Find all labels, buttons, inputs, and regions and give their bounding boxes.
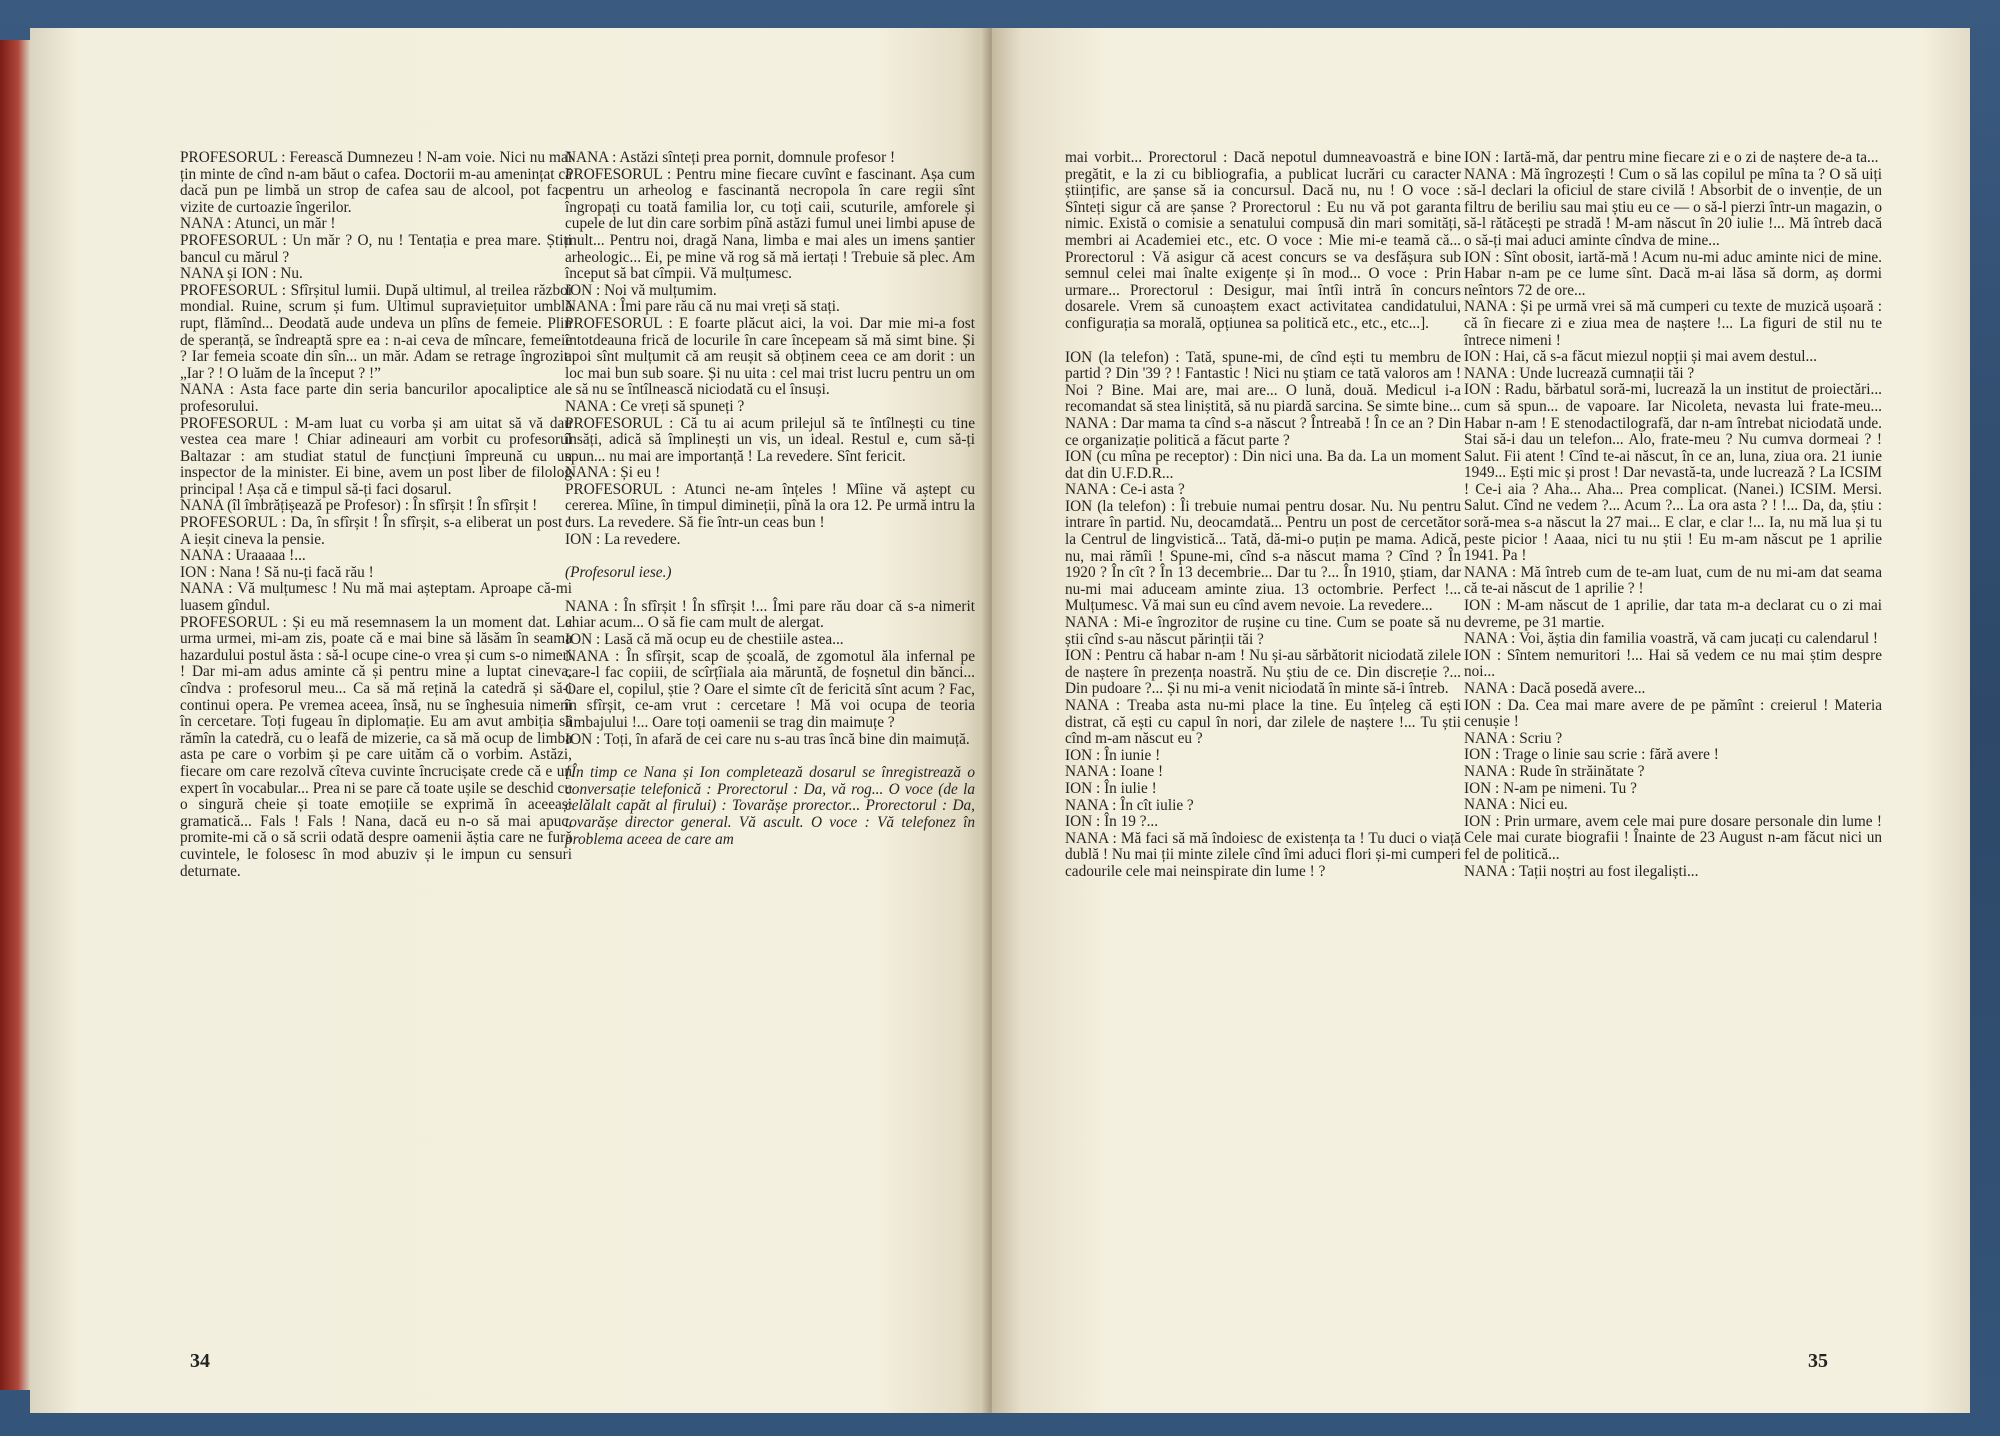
dialogue-paragraph: PROFESORUL : Un măr ? O, nu ! Tentația e prea mare. Știți bancul cu mărul ? bbox=[180, 231, 572, 266]
dialogue-paragraph: PROFESORUL : Sfîrșitul lumii. După ultimul, al treilea război mondial. Ruine, scrum și fum. Ultimul supraviețuitor umblă rupt, flămînd... Deodată aude undeva un plîns de femeie. Plin de speranță, se îndreaptă spre ea : n-ai ceva de mîncare, femeie ? Iar femeia scoate din sîn... un măr. Adam se retrage îngrozit. „Iar ? ! O luăm de la început ? !” bbox=[180, 281, 572, 382]
dialogue-paragraph: NANA : Mă faci să mă îndoiesc de existența ta ! Tu duci o viață dublă ! Nu mai ții minte zilele cînd îmi aduci flori și-mi cumperi cadourile cele mai neinspirate din lume ! ? bbox=[1065, 829, 1461, 880]
left-page-column-1 bbox=[180, 150, 572, 880]
right-page-number: 35 bbox=[1808, 1350, 1828, 1372]
left-page bbox=[30, 28, 990, 1413]
dialogue-paragraph: ION : M-am născut de 1 aprilie, dar tata m-a declarat cu o zi mai devreme, pe 31 martie. bbox=[1464, 597, 1882, 631]
dialogue-paragraph: ION : În iunie ! bbox=[1065, 746, 1161, 764]
dialogue-paragraph: NANA : Nici eu. bbox=[1464, 796, 1568, 814]
dialogue-paragraph: ION : Sîntem nemuritori !... Hai să vedem ce nu mai știm despre noi... bbox=[1464, 646, 1882, 681]
dialogue-paragraph: NANA : Astăzi sînteți prea pornit, domnule profesor ! bbox=[565, 149, 896, 166]
left-page-number: 34 bbox=[190, 1350, 210, 1372]
dialogue-paragraph: [În timp ce Nana și Ion completează dosarul se înregistrează o conversație telefonică : Prorectorul : Da, vă rog... O voce (de la celălalt capăt al firului) : Tovarășe prorector... Prorectorul : Da, tovarășe director general. Vă ascult. O voce : Vă telefonez în problema aceea de care am bbox=[565, 764, 975, 848]
dialogue-paragraph: ION : Sînt obosit, iartă-mă ! Acum nu-mi aduc aminte nici de mine. Habar n-am pe ce lume sînt. Dacă m-ai lăsa să dorm, aș dormi neîntors 72 de ore... bbox=[1464, 248, 1882, 299]
book-cover-edge bbox=[0, 40, 30, 1390]
dialogue-paragraph: ION : În iulie ! bbox=[1065, 779, 1157, 797]
dialogue-paragraph: NANA : Scriu ? bbox=[1464, 729, 1563, 747]
dialogue-paragraph: PROFESORUL : Că tu ai acum prilejul să te întîlnești cu tine însăți, adică să împlinești un vis, un ideal. Restul e, cum să-ți spun... nu mai are importanță ! La revedere. Sînt fericit. bbox=[565, 414, 975, 465]
dialogue-paragraph: ION : Prin urmare, avem cele mai pure dosare personale din lume ! Cele mai curate biografii ! Înainte de 23 August n-am făcut nici un fel de politică... bbox=[1464, 812, 1882, 863]
dialogue-paragraph: (Profesorul iese.) bbox=[565, 564, 672, 582]
right-page-column-2 bbox=[1464, 150, 1882, 880]
dialogue-paragraph: NANA : Ioane ! bbox=[1065, 763, 1164, 781]
right-page-column-1 bbox=[1065, 150, 1461, 881]
dialogue-paragraph: NANA : Mă întreb cum de te-am luat, cum de nu mi-am dat seama că te-ai născut de 1 aprilie ? ! bbox=[1464, 563, 1882, 598]
dialogue-paragraph: PROFESORUL : Și eu mă resemnasem la un moment dat. La urma urmei, mi-am zis, poate că e mai bine să lăsăm în seama hazardului postul ăsta : să-l ocupe cine-o vrea și cum s-o nimeri ! Dar mi-am adus aminte că și pentru mine a luptat cineva, cîndva : profesorul meu... Ca să mă rețină la catedră și să-i continui opera. Pe vremea aceea, însă, nu se înghesuia nimeni în cercetare. Toți fugeau în diplomație. Eu am avut ambiția să rămîn la catedră, cu o leafă de mizerie, ca să mă ocup de limba asta pe care o vorbim și pe care uităm că o vorbim. Astăzi, fiecare om care rezolvă cîteva cuvinte încrucișate crede că e un expert în vocabular... Prea ni se pare că toate ușile se deschid cu o singură cheie și toate emoțiile se exprimă în aceeași gramatică... Fals ! Fals ! Nana, dacă eu n-o să mai apuc, promite-mi că o să scrii odată despre oamenii ăștia care ne fură cuvintele, le folosesc în mod abuziv și le impun cu sensuri deturnate. bbox=[180, 613, 572, 880]
dialogue-paragraph: PROFESORUL : Da, în sfîrșit ! În sfîrșit, s-a eliberat un post ! A ieșit cineva la pensie. bbox=[180, 514, 572, 548]
dialogue-paragraph: ION : Nana ! Să nu-ți facă rău ! bbox=[180, 563, 374, 581]
dialogue-paragraph: NANA : Dacă posedă avere... bbox=[1464, 680, 1646, 697]
dialogue-paragraph: ION : În 19 ?... bbox=[1065, 813, 1159, 831]
dialogue-paragraph: NANA : Vă mulțumesc ! Nu mă mai așteptam. Aproape că-mi luasem gîndul. bbox=[180, 580, 572, 615]
dialogue-paragraph: ION : Pentru că habar n-am ! Nu și-au sărbătorit niciodată zilele de naștere în prezența noastră. Nu știu de ce. Din discreție ?... Din pudoare ?... Și nu mi-a venit niciodată în minte să-i întreb. bbox=[1065, 647, 1461, 698]
dialogue-paragraph: NANA : Voi, ăștia din familia voastră, vă cam jucați cu calendarul ! bbox=[1464, 630, 1879, 648]
dialogue-paragraph: NANA : În sfîrșit ! În sfîrșit !... Îmi pare rău doar că s-a nimerit chiar acum... O să fie cam mult de alergat. bbox=[565, 597, 975, 632]
dialogue-paragraph: ION : Iartă-mă, dar pentru mine fiecare zi e o zi de naștere de-a ta... bbox=[1464, 149, 1879, 166]
dialogue-paragraph: NANA : Tații noștri au fost ilegaliști... bbox=[1464, 862, 1699, 880]
dialogue-paragraph: NANA : Unde lucrează cumnații tăi ? bbox=[1464, 364, 1695, 382]
paragraph-spacer bbox=[565, 582, 975, 599]
dialogue-paragraph: ION (la telefon) : Îi trebuie numai pentru dosar. Nu. Nu pentru intrare în partid. Nu, deocamdată... Pentru un post de cercetător la Centrul de lingvistică... Tată, dă-mi-o puțin pe mama. Adică, nu, mai rămîi ! Spune-mi, cînd s-a născut mama ? Cînd ? În 1920 ? În cît ? În 13 decembrie... Dar tu ?... În 1910, știam, dar nu-mi mai aduceam aminte ziua. 13 octombrie. Perfect !... Mulțumesc. Vă mai sun eu cînd avem nevoie. La revedere... bbox=[1065, 497, 1461, 615]
dialogue-paragraph: NANA : Îmi pare rău că nu mai vreți să stați. bbox=[565, 298, 840, 316]
dialogue-paragraph: ION : Noi vă mulțumim. bbox=[565, 281, 717, 299]
dialogue-paragraph: ION (la telefon) : Tată, spune-mi, de cînd ești tu membru de partid ? Din '39 ? ! Fantastic ! Nici nu știam ce tată valoros am ! Noi ? Bine. Mai are, mai are... O lună, două. Medicul i-a recomandat să stea liniștită, să nu piardă sarcina. Se simte bine... bbox=[1065, 348, 1461, 416]
dialogue-paragraph: mai vorbit... Prorectorul : Dacă nepotul dumneavoastră e bine pregătit, e la zi cu bibliografia, a publicat lucrări cu caracter științific, are șanse să ia concursul. Dacă nu, nu ! O voce : Sînteți sigur că are șanse ? Prorectorul : Eu nu vă pot garanta nimic. Există o comisie a senatului compusă din mari somități, membri ai Academiei etc., etc. O voce : Mie mi-e teamă că... Prorectorul : Vă asigur că acest concurs se va desfășura sub semnul celei mai înalte exigențe și în mod... O voce : Prin urmare... Prorectorul : Desigur, mai întîi intră în concurs dosarele. Vrem să cunoaștem exact activitatea candidatului, configurația sa morală, opțiunea sa politică etc., etc., etc...]. bbox=[1065, 149, 1461, 332]
dialogue-paragraph: ION : Trage o linie sau scrie : fără avere ! bbox=[1464, 746, 1719, 764]
paragraph-spacer bbox=[1065, 333, 1461, 350]
dialogue-paragraph: NANA : Asta face parte din seria bancurilor apocaliptice ale profesorului. bbox=[180, 381, 572, 415]
dialogue-paragraph: PROFESORUL : E foarte plăcut aici, la voi. Dar mie mi-a fost întotdeauna frică de locurile în care începeam să mă simt bine. Și apoi sînt mulțumit că am reușit să obținem ceea ce am dorit : un loc mai bun sub soare. Și nu uita : cel mai trist lucru pentru un om e să nu se întîlnească niciodată cu el însuși. bbox=[565, 314, 975, 399]
dialogue-paragraph: ION : Toți, în afară de cei care nu s-au tras încă bine din maimuță. bbox=[565, 730, 970, 748]
dialogue-paragraph: NANA : Treaba asta nu-mi place la tine. Eu înțeleg că ești distrat, că ești cu capul în nori, dar zilele de naștere !... Tu știi cînd m-am născut eu ? bbox=[1065, 697, 1461, 748]
right-page bbox=[992, 28, 1970, 1413]
dialogue-paragraph: PROFESORUL : Pentru mine fiecare cuvînt e fascinant. Așa cum pentru un arheolog e fascinantă necropola în care regii sînt îngropați cu toată familia lor, cu toți caii, scuturile, amforele și cupele de lut din care sorbim pînă astăzi fumul unei limbi apuse de mult... Pentru noi, dragă Nana, limba e mai ales un imens șantier arheologic... Ei, pe mine vă rog să mă iertați ! Trebuie să plec. Am început să bat cîmpii. Vă mulțumesc. bbox=[565, 165, 975, 283]
dialogue-paragraph: NANA : Mă îngrozești ! Cum o să las copilul pe mîna ta ? O să uiți să-l declari la oficiul de stare civilă ! Absorbit de o invenție, de un filtru de beriliu sau mai știu eu ce — o să-l pierzi într-un magazin, o să-l rătăcești pe stradă ! M-am născut în 20 iulie !... Mă întreb dacă o să-ți mai aduci aminte cîndva de mine... bbox=[1464, 165, 1882, 249]
dialogue-paragraph: ION : Da. Cea mai mare avere de pe pămînt : creierul ! Materia cenușie ! bbox=[1464, 696, 1882, 731]
dialogue-paragraph: PROFESORUL : Ferească Dumnezeu ! N-am voie. Nici nu mai țin minte de cînd n-am băut o cafea. Doctorii m-au amenințat că dacă pun pe limbă un strop de cafea sau de alcool, pot face vizite de curtoazie îngerilor. bbox=[180, 149, 572, 216]
dialogue-paragraph: NANA : Rude în străinătate ? bbox=[1464, 762, 1645, 780]
dialogue-paragraph: NANA : Atunci, un măr ! bbox=[180, 215, 336, 233]
dialogue-paragraph: ION : La revedere. bbox=[565, 530, 681, 548]
dialogue-paragraph: ION (cu mîna pe receptor) : Din nici una. Ba da. La un moment dat din U.F.D.R... bbox=[1065, 448, 1461, 482]
dialogue-paragraph: ION : N-am pe nimeni. Tu ? bbox=[1464, 779, 1637, 797]
dialogue-paragraph: NANA : Ce vreți să spuneți ? bbox=[565, 397, 745, 415]
dialogue-paragraph: PROFESORUL : Atunci ne-am înțeles ! Mîine vă aștept cu cererea. Mîine, în timpul dimineții, pînă la ora 12. Pe urmă intru la curs. La revedere. Să fie într-un ceas bun ! bbox=[565, 480, 975, 532]
dialogue-paragraph: NANA : Uraaaaa !... bbox=[180, 547, 306, 565]
dialogue-paragraph: NANA : Dar mama ta cînd s-a născut ? Întreabă ! În ce an ? Din ce organizație politică a făcut parte ? bbox=[1065, 414, 1461, 449]
dialogue-paragraph: NANA (îl îmbrățișează pe Profesor) : În sfîrșit ! În sfîrșit ! bbox=[180, 497, 538, 515]
dialogue-paragraph: ION : Hai, că s-a făcut miezul nopții și mai avem destul... bbox=[1464, 348, 1818, 366]
dialogue-paragraph: NANA : În cît iulie ? bbox=[1065, 796, 1194, 814]
left-page-column-2 bbox=[565, 150, 975, 848]
paragraph-spacer bbox=[565, 748, 975, 765]
dialogue-paragraph: ION : Radu, bărbatul soră-mi, lucrează la un institut de proiectări... cum să spun... de vapoare. Iar Nicoleta, nevasta lui frate-meu... Habar n-am ! E stenodactilografă, dar n-am întrebat niciodată unde. Stai să-i dau un telefon... Alo, frate-meu ? Nu cumva dormeai ? ! Salut. Fii atent ! Cînd te-ai născut, în ce an, luna, ziua ora. 21 iunie 1949... Ești mic și prost ! Dar nevastă-ta, unde lucrează ? La ICSIM ! Ce-i aia ? Aha... Aha... Prea complicat. (Nanei.) ICSIM. Mersi. Salut. Cînd ne vedem ?... Acum ?... La ora asta ? ! !... Da, da, știu : soră-mea s-a născut la 27 mai... E clar, e clar !... Ia, nu mă lua și tu peste picior ! Aaaa, nici tu nu știi ! Eu m-am născut pe 1 aprilie 1941. Pa ! bbox=[1464, 381, 1882, 565]
paragraph-spacer bbox=[565, 548, 975, 565]
dialogue-paragraph: NANA : Și pe urmă vrei să mă cumperi cu texte de muzică ușoară : că în fiecare zi e ziua mea de naștere !... La figuri de stil nu te întrece nimeni ! bbox=[1464, 298, 1882, 349]
dialogue-paragraph: NANA : Mi-e îngrozitor de rușine cu tine. Cum se poate să nu știi cînd s-au născut părinții tăi ? bbox=[1065, 614, 1461, 648]
dialogue-paragraph: ION : Lasă că mă ocup eu de chestiile astea... bbox=[565, 631, 844, 649]
dialogue-paragraph: NANA : În sfîrșit, scap de școală, de zgomotul ăla infernal pe care-l fac copiii, de scîrțîiala aia măruntă, de foșnetul din bănci... Oare el, copilul, știe ? Oare el simte cît de fericită sînt acum ? Fac, în sfîrșit, ce-am vrut : cercetare ! Mă voi ocupa de teoria limbajului !... Oare toți oamenii se trag din maimuțe ? bbox=[565, 647, 975, 731]
dialogue-paragraph: PROFESORUL : M-am luat cu vorba și am uitat să vă dau vestea cea mare ! Chiar adineauri am vorbit cu profesorul Baltazar : am studiat statul de funcțiuni împreună cu un inspector de la minister. Ei bine, avem un post liber de filolog principal ! Așa că e timpul să-ți faci dosarul. bbox=[180, 414, 572, 498]
dialogue-paragraph: NANA și ION : Nu. bbox=[180, 265, 303, 283]
dialogue-paragraph: NANA : Ce-i asta ? bbox=[1065, 481, 1185, 499]
dialogue-paragraph: NANA : Și eu ! bbox=[565, 464, 661, 482]
